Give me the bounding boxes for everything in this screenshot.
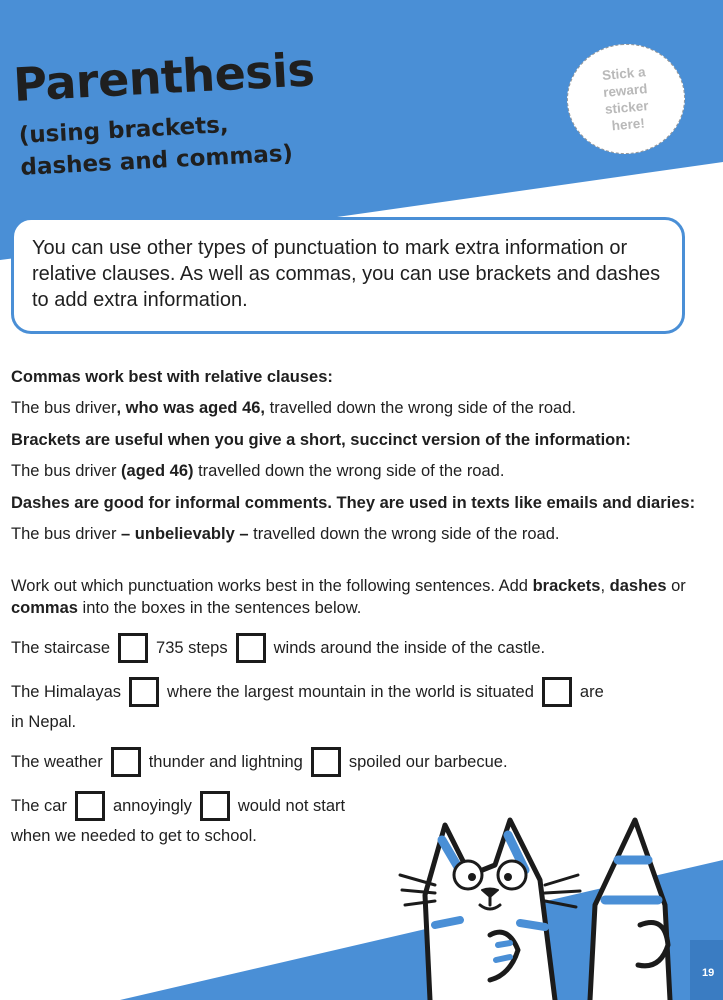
exercise-sentence-3 — [11, 747, 711, 777]
sentence-text: spoiled our barbecue. — [348, 753, 508, 771]
subtitle-line-2: dashes and commas) — [19, 140, 294, 181]
instructions-bold: commas — [11, 599, 78, 617]
answer-box[interactable] — [111, 747, 141, 777]
instructions-text: or — [666, 577, 686, 595]
sentence-text: would not start — [237, 797, 346, 815]
instructions-text: into the boxes in the sentences below. — [77, 599, 362, 617]
answer-box[interactable] — [75, 791, 105, 821]
instructions-bold: dashes — [609, 577, 667, 595]
sentence-text: The weather — [11, 753, 103, 771]
sentence-text: are — [579, 683, 604, 701]
sentence-text: where the largest mountain in the world is situated — [167, 683, 534, 701]
reward-sticker-text: Stick a reward sticker here! — [601, 64, 650, 134]
exercise-sentence-2 — [11, 677, 711, 733]
sentence-text: winds around the inside of the castle. — [273, 639, 546, 657]
answer-box[interactable] — [236, 633, 266, 663]
answer-box[interactable] — [311, 747, 341, 777]
page-number: 19 — [702, 967, 715, 979]
example-text: The bus driver — [11, 462, 122, 480]
instructions-bold: brackets — [532, 577, 601, 595]
example-text: travelled down the wrong side of the road. — [248, 525, 560, 543]
sentence-text: annoyingly — [112, 797, 192, 815]
intro-box — [11, 217, 685, 334]
sentence-text: 735 steps — [156, 639, 228, 657]
example-text: The bus driver — [11, 399, 117, 417]
instructions-text: Work out which punctuation works best in the following sentences. Add — [11, 577, 533, 595]
example-text: The bus driver — [11, 525, 122, 543]
main-content — [11, 366, 711, 847]
intro-text: You can use other types of punctuation to mark extra information or relative clauses. As well as commas, you can use brackets and dashes to add extra information. — [32, 237, 661, 311]
subtitle-line-1: (using brackets, — [18, 112, 230, 149]
cat-illustration — [390, 805, 690, 1000]
answer-box[interactable] — [129, 677, 159, 707]
rule-heading-commas: Commas work best with relative clauses: — [11, 368, 333, 386]
rule-heading-brackets: Brackets are useful when you give a short, succinct version of the information: — [11, 431, 631, 449]
page-title: Parenthesis — [12, 42, 316, 112]
answer-box[interactable] — [542, 677, 572, 707]
answer-box[interactable] — [118, 633, 148, 663]
rule-example-dashes — [11, 523, 711, 545]
rule-example-commas — [11, 397, 711, 419]
sentence-text: when we needed to get to school. — [11, 827, 257, 845]
answer-box[interactable] — [200, 791, 230, 821]
rule-example-brackets — [11, 460, 711, 482]
instructions-text: , — [600, 577, 610, 595]
exercise-instructions — [11, 575, 711, 619]
example-bold: (aged 46) — [121, 462, 194, 480]
sentence-text: in Nepal. — [11, 713, 77, 731]
example-bold: – unbelievably – — [121, 525, 249, 543]
example-text: travelled down the wrong side of the road. — [265, 399, 576, 417]
sentence-text: thunder and lightning — [148, 753, 303, 771]
sentence-text: The car — [11, 797, 67, 815]
sentence-text: The staircase — [11, 639, 111, 657]
exercise-sentence-1 — [11, 633, 711, 663]
example-text: travelled down the wrong side of the road. — [193, 462, 505, 480]
example-bold: , who was aged 46, — [116, 399, 266, 417]
sentence-text: The Himalayas — [11, 683, 122, 701]
rule-heading-dashes: Dashes are good for informal comments. They are used in texts like emails and diaries: — [11, 494, 696, 512]
